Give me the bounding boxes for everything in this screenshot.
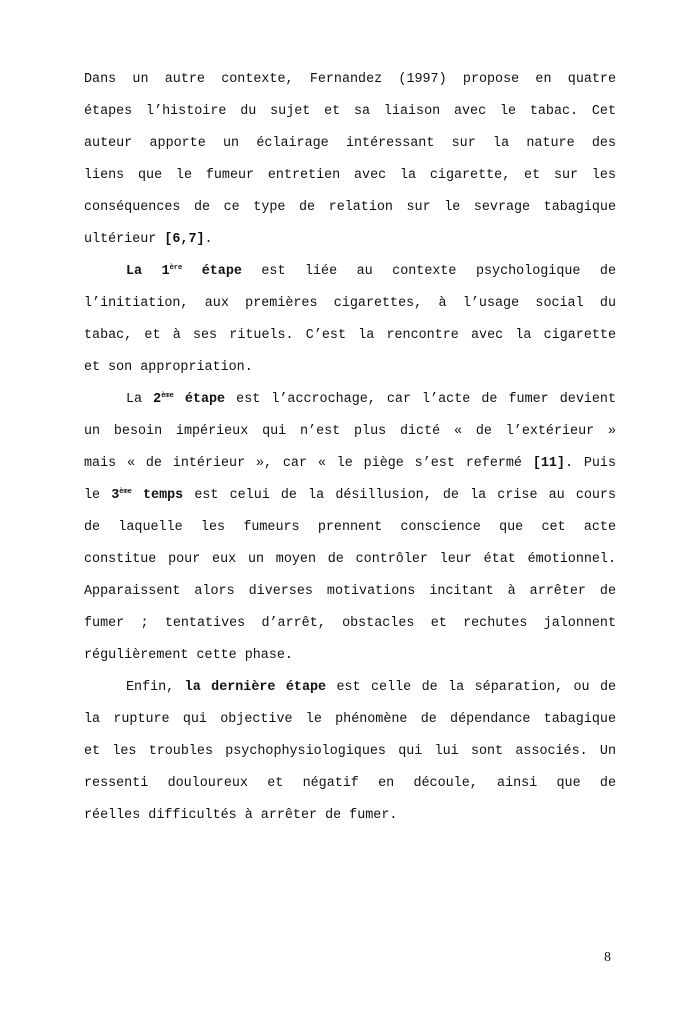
text-line: fumer ; tentatives d’arrêt, obstacles et rechutes jalonnent — [84, 616, 616, 631]
text-span: . Puis — [564, 456, 616, 471]
citation: [11] — [532, 456, 565, 471]
text-line: la rupture qui objective le phénomène de dépendance tabagique — [84, 712, 616, 727]
paragraph-second-third-stage — [84, 388, 616, 676]
paragraph-first-stage — [84, 260, 616, 388]
text-span: . — [204, 232, 213, 247]
text-span: ultérieur — [84, 232, 165, 247]
text-line — [84, 676, 616, 708]
stage-heading: la dernière étape — [184, 680, 327, 695]
superscript: ème — [119, 488, 132, 496]
text-span: le — [84, 488, 112, 503]
text-line: Dans un autre contexte, Fernandez (1997) propose en quatre — [84, 72, 616, 87]
text-line: de laquelle les fumeurs prennent conscience que cet acte — [84, 520, 616, 535]
text-span: est liée au contexte psychologique de — [241, 264, 616, 279]
stage-heading — [111, 488, 183, 503]
text-line — [84, 452, 616, 484]
text-span: La — [126, 392, 154, 407]
text-line: conséquences de ce type de relation sur le sevrage tabagique — [84, 200, 616, 215]
text-line — [84, 484, 616, 516]
page-number: 8 — [604, 950, 611, 965]
text-line: Apparaissent alors diverses motivations incitant à arrêter de — [84, 584, 616, 599]
text-span: 2 — [153, 392, 162, 407]
text-span: La 1 — [126, 264, 170, 279]
superscript: ème — [161, 392, 174, 400]
text-line: constitue pour eux un moyen de contrôler leur état émotionnel. — [84, 552, 616, 567]
text-line: liens que le fumeur entretien avec la cigarette, et sur les — [84, 168, 616, 183]
text-span: est celle de la séparation, ou de — [326, 680, 617, 695]
text-line: ressenti douloureux et négatif en découle, ainsi que de — [84, 776, 616, 791]
text-line — [84, 228, 616, 260]
text-span: étape — [182, 264, 242, 279]
text-line: l’initiation, aux premières cigarettes, à l’usage social du — [84, 296, 616, 311]
stage-heading — [153, 392, 225, 407]
text-line — [84, 260, 616, 292]
document-body — [84, 68, 616, 836]
text-line: tabac, et à ses rituels. C’est la rencontre avec la cigarette — [84, 328, 616, 343]
superscript: ère — [169, 264, 183, 272]
paragraph-last-stage — [84, 676, 616, 836]
text-span: Enfin, — [126, 680, 185, 695]
text-line — [84, 388, 616, 420]
text-line: un besoin impérieux qui n’est plus dicté « de l’extérieur » — [84, 424, 616, 439]
text-span: étape — [173, 392, 226, 407]
text-line: régulièrement cette phase. — [84, 648, 293, 663]
text-span: mais « de intérieur », car « le piège s’est refermé — [84, 456, 533, 471]
text-line: et les troubles psychophysiologiques qui lui sont associés. Un — [84, 744, 616, 759]
text-span: temps — [131, 488, 184, 503]
text-line: étapes l’histoire du sujet et sa liaison avec le tabac. Cet — [84, 104, 616, 119]
text-line: et son appropriation. — [84, 360, 253, 375]
text-span: est celui de la désillusion, de la crise au cours — [183, 488, 617, 503]
paragraph-fernandez-intro — [84, 68, 616, 260]
text-line: auteur apporte un éclairage intéressant sur la nature des — [84, 136, 616, 151]
text-span: est l’accrochage, car l’acte de fumer devient — [225, 392, 616, 407]
text-line: réelles difficultés à arrêter de fumer. — [84, 808, 398, 823]
citation: [6,7] — [164, 232, 205, 247]
stage-heading — [126, 264, 242, 279]
text-span: 3 — [111, 488, 120, 503]
